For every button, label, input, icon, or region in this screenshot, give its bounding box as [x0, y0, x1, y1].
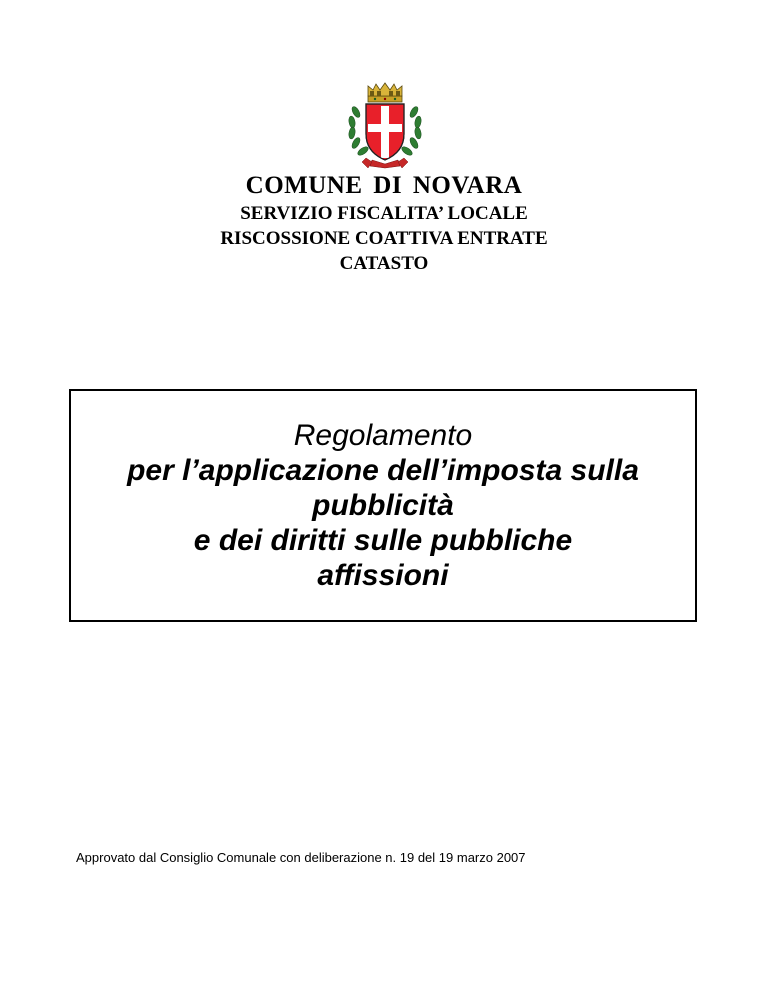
coat-of-arms-logo	[342, 82, 428, 170]
shield-icon	[366, 104, 404, 160]
title-line: pubblicità	[312, 489, 454, 522]
catasto-heading: CATASTO	[339, 253, 429, 274]
title-line: per l’applicazione dell’imposta sulla	[127, 454, 639, 487]
title-line: e dei diritti sulle pubbliche	[193, 524, 573, 557]
riscossione-heading: RISCOSSIONE COATTIVA ENTRATE	[220, 228, 548, 249]
document-title-box	[69, 389, 697, 622]
crown-icon	[368, 83, 402, 102]
comune-heading: COMUNE DI NOVARA	[245, 172, 523, 199]
title-line: affissioni	[317, 559, 449, 592]
title-line: Regolamento	[293, 419, 473, 452]
servizio-heading: SERVIZIO FISCALITA’ LOCALE	[240, 203, 528, 224]
approval-note: Approvato dal Consiglio Comunale con deliberazione n. 19 del 19 marzo 2007	[76, 850, 526, 865]
